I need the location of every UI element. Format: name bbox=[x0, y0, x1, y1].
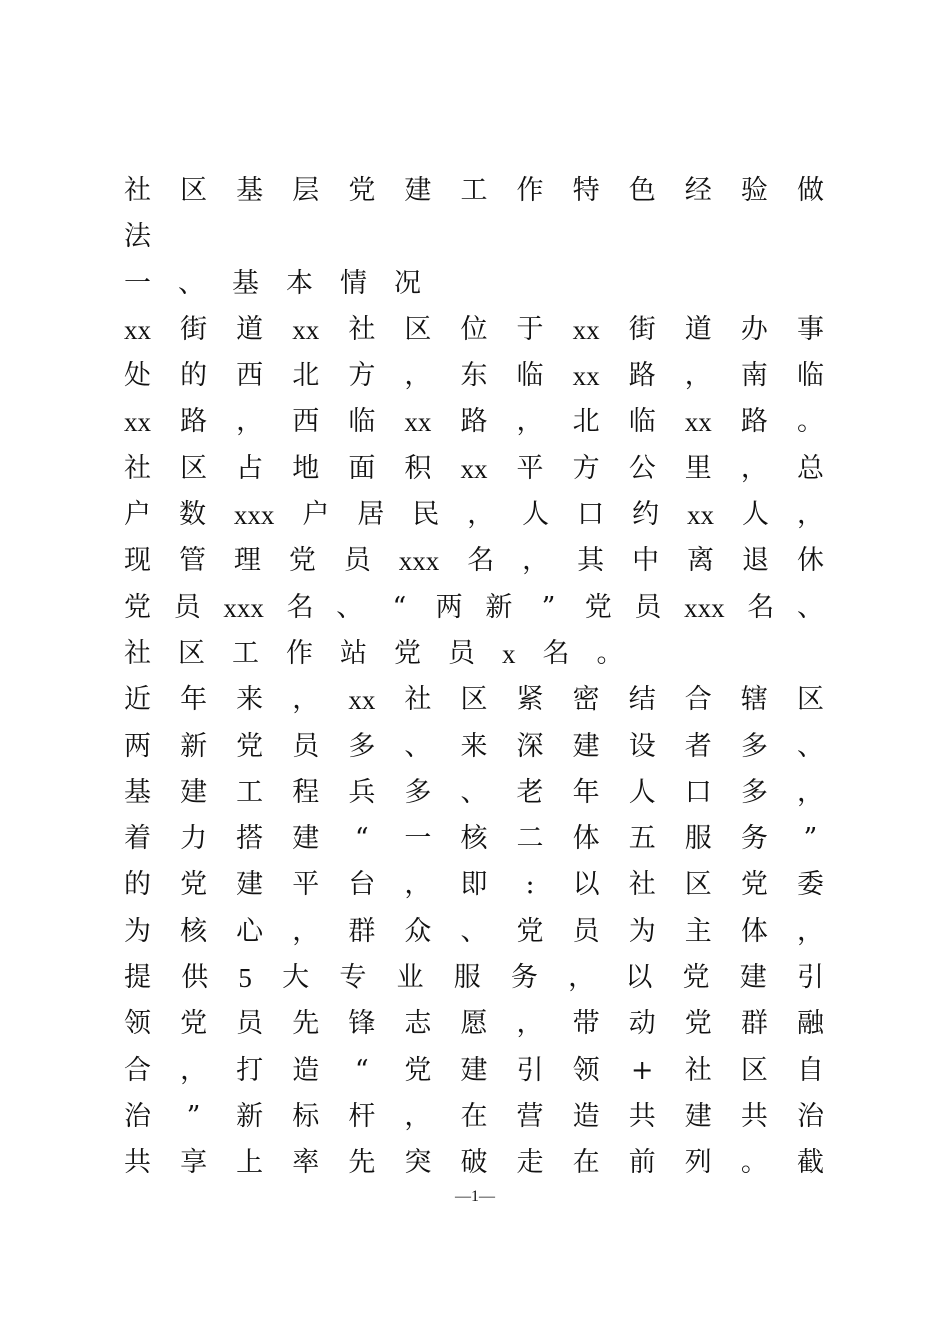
text-line: 领 党 员 先 锋 志 愿 ， 带 动 党 群 融 bbox=[124, 1008, 824, 1040]
text-line: 基 建 工 程 兵 多 、 老 年 人 口 多 ， bbox=[124, 776, 824, 808]
text-line: 两 新 党 员 多 、 来 深 建 设 者 多 、 bbox=[124, 730, 824, 762]
text-line: 合 ， 打 造 “ 党 建 引 领 + 社 区 自 bbox=[124, 1054, 824, 1086]
text-line: 着 力 搭 建 “ 一 核 二 体 五 服 务 ” bbox=[124, 823, 818, 855]
text-line: 社 区 基 层 党 建 工 作 特 色 经 验 做 bbox=[124, 175, 824, 206]
text-line: 提 供 5 大 专 业 服 务 ， 以 党 建 引 bbox=[124, 962, 824, 994]
text-line: 党 员 xxx 名 、 “ 两 新 ” 党 员 xxx 名 、 bbox=[124, 591, 824, 623]
text-line: 现 管 理 党 员 xxx 名 ， 其 中 离 退 休 bbox=[124, 545, 824, 577]
text-line: 治 ” 新 标 杆 ， 在 营 造 共 建 共 治 bbox=[124, 1100, 824, 1132]
text-line: 户 数 xxx 户 居 民 ， 人 口 约 xx 人 ， bbox=[124, 499, 824, 531]
text-line: xx 路 ， 西 临 xx 路 ， 北 临 xx 路 。 bbox=[124, 406, 824, 438]
text-line: xx 街 道 xx 社 区 位 于 xx 街 道 办 事 bbox=[124, 313, 824, 345]
text-line: 为 核 心 ， 群 众 、 党 员 为 主 体 ， bbox=[124, 915, 824, 947]
body-text bbox=[124, 168, 824, 1187]
page-number: —1— bbox=[455, 1188, 495, 1205]
text-line: 社 区 工 作 站 党 员 x 名 。 bbox=[124, 637, 624, 669]
text-line: 处 的 西 北 方 ， 东 临 xx 路 ， 南 临 bbox=[124, 360, 824, 392]
text-line: 的 党 建 平 台 ， 即 : 以 社 区 党 委 bbox=[124, 869, 824, 901]
text-line: 一 、 基 本 情 况 bbox=[124, 267, 421, 299]
text-line: 近 年 来 ， xx 社 区 紧 密 结 合 辖 区 bbox=[124, 684, 824, 716]
text-line: 共 享 上 率 先 突 破 走 在 前 列 。 截 bbox=[124, 1147, 824, 1179]
text-line: 社 区 占 地 面 积 xx 平 方 公 里 ， 总 bbox=[124, 452, 824, 484]
text-line: 法 bbox=[124, 221, 151, 253]
